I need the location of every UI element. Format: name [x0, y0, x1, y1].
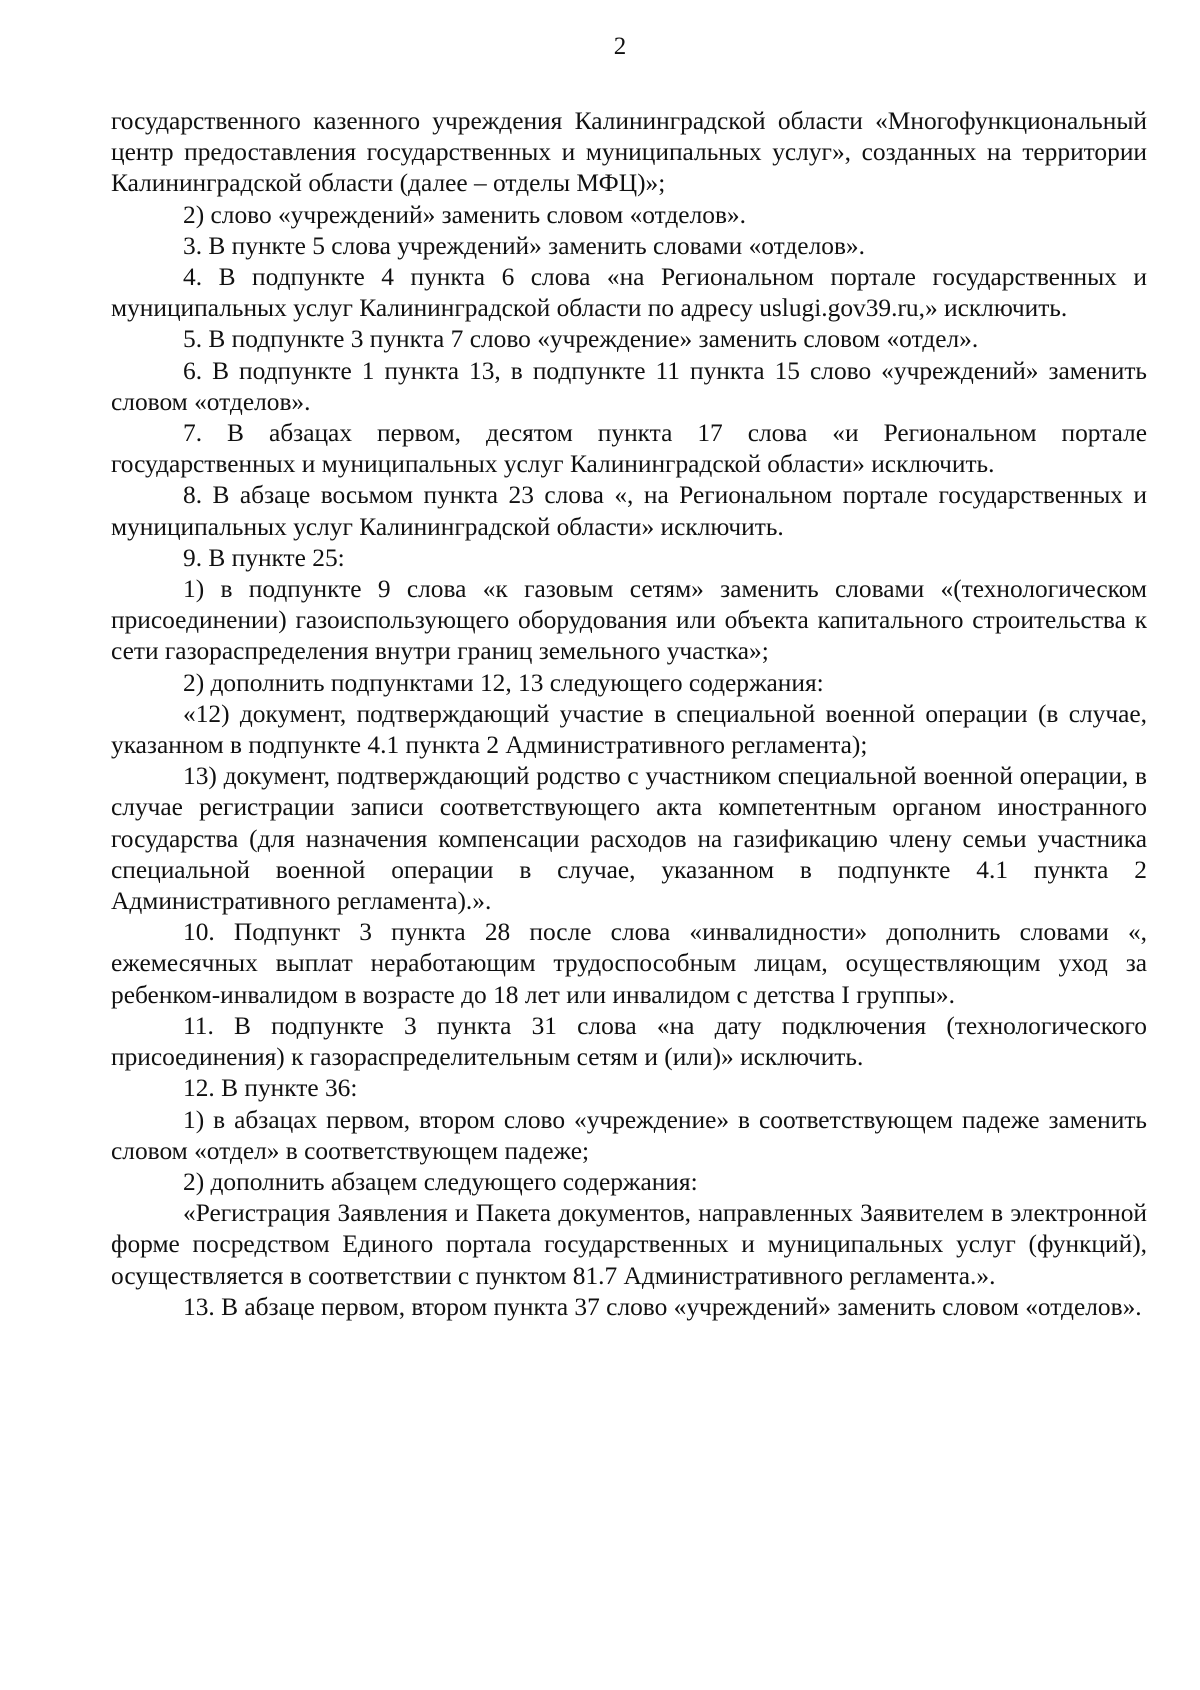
paragraph: 1) в подпункте 9 слова «к газовым сетям» заменить словами «(технологическом присоединении) газоиспользующего оборудования или объекта капитального строительства к сети газораспределения внутри границ земельного участка»; — [111, 575, 1147, 666]
paragraph: 7. В абзацах первом, десятом пункта 17 слова «и Региональном портале государственных и муниципальных услуг Калининградской области» исключить. — [111, 419, 1147, 479]
paragraph: 10. Подпункт 3 пункта 28 после слова «инвалидности» дополнить словами «, ежемесячных выплат неработающим трудоспособным лицам, осуществляющим уход за ребенком-инвалидом в возрасте до 18 лет или инвалидом с детства I группы». — [111, 918, 1147, 1009]
paragraph: 3. В пункте 5 слова учреждений» заменить словами «отделов». — [183, 231, 865, 260]
paragraph: 11. В подпункте 3 пункта 31 слова «на дату подключения (технологического присоединения) к газораспределительным сетям и (или)» исключить. — [111, 1011, 1147, 1072]
paragraph: 5. В подпункте 3 пункта 7 слово «учреждение» заменить словом «отдел». — [183, 325, 979, 354]
paragraph: 12. В пункте 36: — [183, 1074, 358, 1103]
paragraph: 8. В абзаце восьмом пункта 23 слова «, на Региональном портале государственных и муниципальных услуг Калининградской области» исключить. — [111, 481, 1147, 541]
paragraph: «12) документ, подтверждающий участие в специальной военной операции (в случае, указанном в подпункте 4.1 пункта 2 Административного регламента); — [111, 699, 1147, 760]
paragraph: 2) дополнить абзацем следующего содержания: — [183, 1167, 698, 1196]
paragraph: 2) дополнить подпунктами 12, 13 следующего содержания: — [183, 668, 824, 697]
paragraph: «Регистрация Заявления и Пакета документов, направленных Заявителем в электронной форме посредством Единого портала государственных и муниципальных услуг (функций), осуществляется в соответствии с пунктом 81.7 Административного регламента.». — [111, 1199, 1147, 1290]
paragraph: 6. В подпункте 1 пункта 13, в подпункте 11 пункта 15 слово «учреждений» заменить словом «отделов». — [111, 356, 1147, 416]
page-number: 2 — [613, 33, 627, 60]
paragraph: 1) в абзацах первом, втором слово «учреждение» в соответствующем падеже заменить словом «отдел» в соответствующем падеже; — [111, 1105, 1147, 1165]
document-body — [111, 106, 1147, 1323]
paragraph: государственного казенного учреждения Калининградской области «Многофункциональный центр предоставления государственных и муниципальных услуг», созданных на территории Калининградской области (далее – отделы МФЦ)»; — [111, 107, 1147, 198]
paragraph: 4. В подпункте 4 пункта 6 слова «на Региональном портале государственных и муниципальных услуг Калининградской области по адресу uslugi.gov39.ru,» исключить. — [111, 263, 1147, 323]
paragraph: 13. В абзаце первом, втором пункта 37 слово «учреждений» заменить словом «отделов». — [183, 1292, 1142, 1321]
paragraph: 13) документ, подтверждающий родство с участником специальной военной операции, в случае регистрации записи соответствующего акта компетентным органом иностранного государства (для назначения компенсации расходов на газификацию члену семьи участника специальной военной операции в случае, указанном в подпункте 4.1 пункта 2 Административного регламента).». — [111, 762, 1147, 916]
paragraph: 9. В пункте 25: — [183, 543, 345, 572]
paragraph: 2) слово «учреждений» заменить словом «отделов». — [183, 200, 746, 229]
